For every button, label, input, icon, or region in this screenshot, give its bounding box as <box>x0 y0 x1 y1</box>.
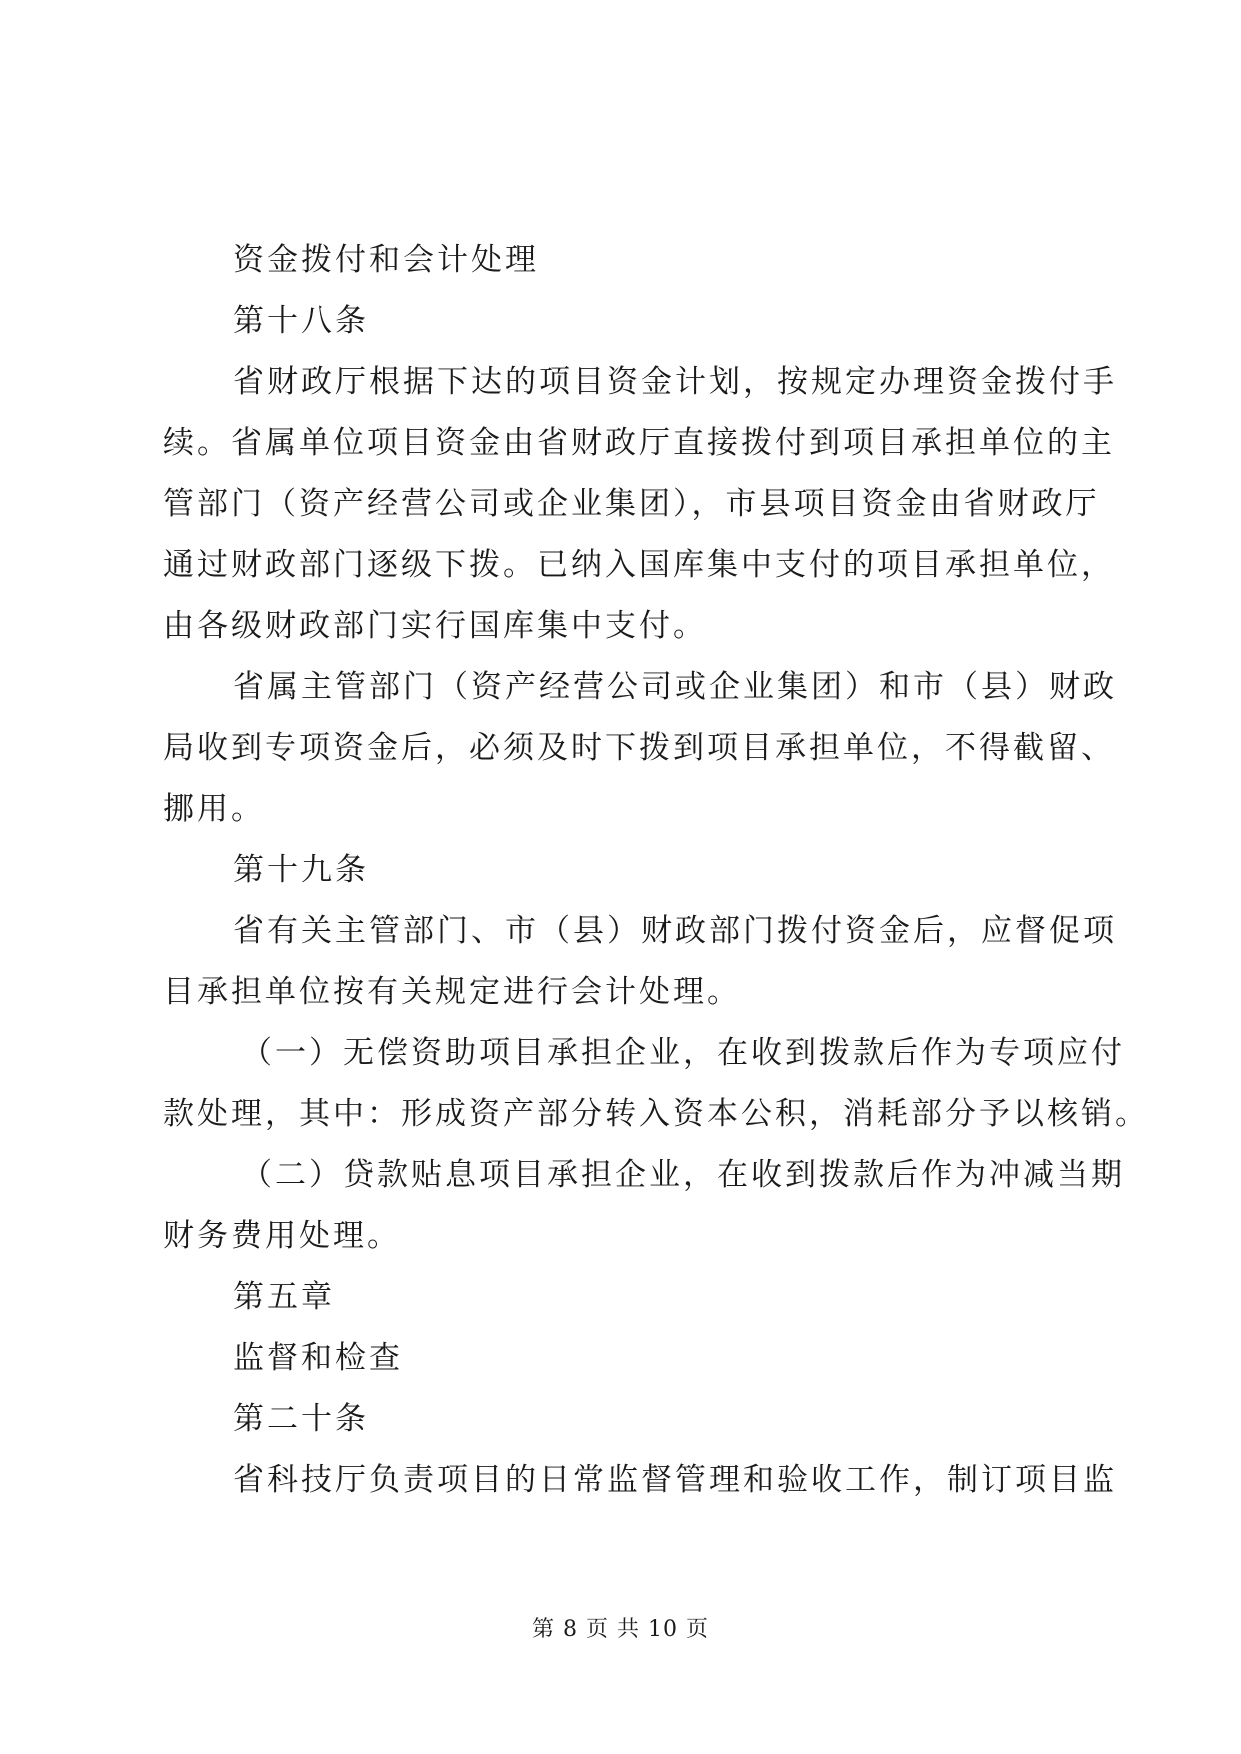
text-line: 挪用。 <box>163 791 265 827</box>
text-line: 局收到专项资金后，必须及时下拨到项目承担单位，不得截留、 <box>163 730 1115 766</box>
text-line: 第十九条 <box>233 852 369 888</box>
text-line: 省有关主管部门、市（县）财政部门拨付资金后，应督促项 <box>233 913 1117 949</box>
text-line: 通过财政部门逐级下拨。已纳入国库集中支付的项目承担单位， <box>163 547 1115 583</box>
text-line: 目承担单位按有关规定进行会计处理。 <box>163 974 741 1010</box>
text-line: 款处理，其中：形成资产部分转入资本公积，消耗部分予以核销。 <box>163 1096 1149 1132</box>
text-line: 由各级财政部门实行国库集中支付。 <box>163 608 707 644</box>
text-line: 第五章 <box>233 1279 335 1315</box>
text-line: 财务费用处理。 <box>163 1218 401 1254</box>
text-line: 第十八条 <box>233 303 369 339</box>
text-line: 省财政厅根据下达的项目资金计划，按规定办理资金拨付手 <box>233 364 1117 400</box>
text-line: 省属主管部门（资产经营公司或企业集团）和市（县）财政 <box>233 669 1117 705</box>
text-line: 监督和检查 <box>233 1340 403 1376</box>
text-line: （二）贷款贴息项目承担企业，在收到拨款后作为冲减当期 <box>241 1157 1125 1193</box>
text-line: 资金拨付和会计处理 <box>233 242 539 278</box>
text-line: 管部门（资产经营公司或企业集团），市县项目资金由省财政厅 <box>163 486 1100 522</box>
text-line: （一）无偿资助项目承担企业，在收到拨款后作为专项应付 <box>241 1035 1125 1071</box>
text-line: 省科技厅负责项目的日常监督管理和验收工作，制订项目监 <box>233 1462 1117 1498</box>
page-number-footer: 第 8 页 共 10 页 <box>532 1617 709 1642</box>
text-line: 续。省属单位项目资金由省财政厅直接拨付到项目承担单位的主 <box>163 425 1115 461</box>
text-line: 第二十条 <box>233 1401 369 1437</box>
document-body <box>163 230 1149 1511</box>
